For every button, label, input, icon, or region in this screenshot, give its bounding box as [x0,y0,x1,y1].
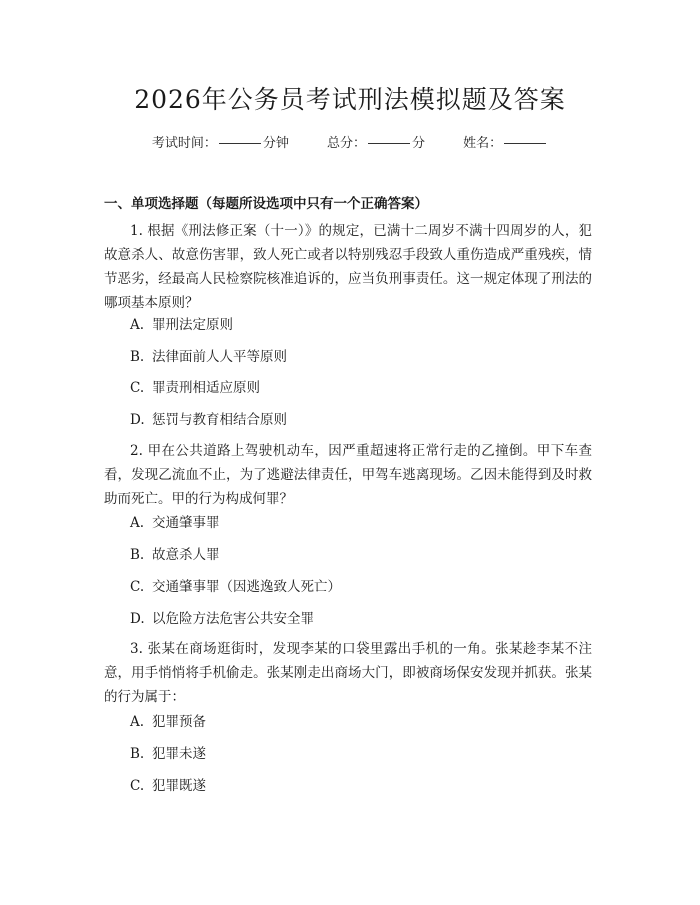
option-text: 故意杀人罪 [152,547,220,563]
option-letter: A. [130,515,145,531]
option-text: 犯罪未遂 [152,746,206,762]
total-score-blank [368,143,410,144]
option-letter: A. [130,317,145,333]
exam-time-blank [219,143,261,144]
option-text: 罪刑法定原则 [152,317,233,333]
option-letter: D. [130,412,145,428]
question-2-text: 2. 甲在公共道路上驾驶机动车，因严重超速将正常行走的乙撞倒。甲下车查看，发现乙流血不止，为了逃避法律责任，甲驾车逃离现场。乙因未能得到及时救助而死亡。甲的行为构成何罪？ [104,443,592,507]
exam-time-field [152,132,289,151]
question-1-text: 1. 根据《刑法修正案（十一）》的规定，已满十二周岁不满十四周岁的人，犯故意杀人、故意伤害罪，致人死亡或者以特别残忍手段致人重伤造成严重残疾，情节恶劣，经最高人民检察院核准追诉的，应当负刑事责任。这一规定体现了刑法的哪项基本原则？ [104,223,592,311]
question-3-option-b [130,744,206,764]
option-text: 交通肇事罪 [152,515,220,531]
question-1-option-c [130,378,260,398]
total-score-unit: 分 [412,136,426,151]
question-3-text: 3. 张某在商场逛街时，发现李某的口袋里露出手机的一角。张某趁李某不注意，用手悄悄将手机偷走。张某刚走出商场大门，即被商场保安发现并抓获。张某的行为属于： [104,641,592,705]
option-text: 惩罚与教育相结合原则 [152,412,287,428]
name-field [463,132,548,151]
question-1-option-a [130,315,233,335]
exam-info-line [0,132,700,151]
question-2-option-d [130,609,314,629]
total-score-field [327,132,425,151]
exam-time-label: 考试时间： [151,136,217,151]
question-2-option-b [130,545,220,565]
option-letter: B. [130,547,145,563]
option-letter: A. [130,714,145,730]
option-letter: B. [130,746,145,762]
question-1-option-d [130,410,287,430]
option-letter: C. [130,579,145,595]
option-letter: C. [130,380,145,396]
total-score-label: 总分： [326,136,366,151]
page-title: 2026年公务员考试刑法模拟题及答案 [134,85,566,114]
name-blank [504,143,546,144]
option-text: 交通肇事罪（因逃逸致人死亡） [152,579,341,595]
exam-time-unit: 分钟 [262,136,289,151]
option-text: 法律面前人人平等原则 [152,349,287,365]
section-heading: 一、单项选择题（每题所设选项中只有一个正确答案） [104,196,428,212]
question-3-option-a [130,712,206,732]
option-text: 犯罪既遂 [152,778,206,794]
question-2-option-a [130,513,220,533]
option-text: 罪责刑相适应原则 [152,380,260,396]
option-text: 以危险方法危害公共安全罪 [152,611,314,627]
option-letter: D. [130,611,145,627]
option-text: 犯罪预备 [152,714,206,730]
option-letter: C. [130,778,145,794]
question-3-option-c [130,776,206,796]
question-2-option-c [130,577,341,597]
name-label: 姓名： [463,136,503,151]
option-letter: B. [130,349,145,365]
question-1-option-b [130,347,287,367]
